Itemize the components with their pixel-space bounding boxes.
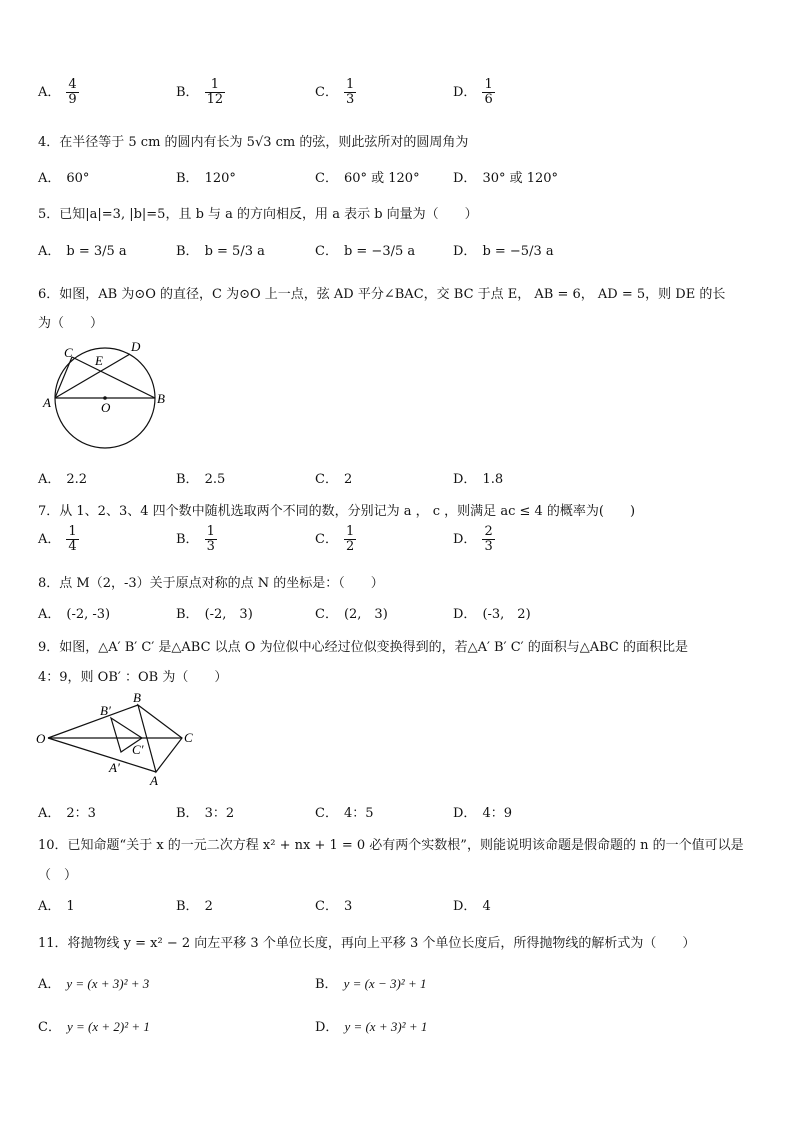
q5-option-a: A． b = 3/5 a (38, 244, 127, 259)
q11-option-a: A． y = (x + 3)² + 3 (38, 976, 150, 992)
fraction: $\frac{1}{3}$ (206, 524, 215, 554)
q8-option-b: B． (-2, 3) (176, 607, 253, 622)
q6-stem-line2: 为（ ） (38, 316, 104, 331)
q11-option-c: C． y = (x + 2)² + 1 (38, 1019, 150, 1035)
q4-stem: 4．在半径等于 5 cm 的圆内有长为 5√3 cm 的弦，则此弦所对的圆周角为 (38, 135, 469, 150)
q7-option-c: C． $\frac{1}{2}$ (315, 524, 355, 554)
label-o: O (36, 731, 46, 746)
fraction: $\frac{1}{3}$ (345, 77, 355, 107)
chord-ad (55, 354, 130, 398)
q9-option-b: B． 3：2 (176, 806, 235, 821)
q10-stem-line1: 10．已知命题“关于 x 的一元二次方程 x² + nx + 1 = 0 必有两个实数根”，则能说明该命题是假命题的 n 的一个值可以是 (38, 838, 744, 853)
q4-option-d: D． 30° 或 120° (453, 171, 559, 186)
q9-stem-line1: 9．如图，△A′ B′ C′ 是△ABC 以点 O 为位似中心经过位似变换得到的，若△A′ B′ C′ 的面积与△ABC 的面积比是 (38, 640, 688, 655)
q4-option-b: B． 120° (176, 171, 236, 186)
label-a: A (150, 773, 158, 788)
label-e: E (95, 353, 103, 368)
label-b: B (157, 391, 165, 406)
q11-option-b: B． y = (x − 3)² + 1 (315, 976, 427, 992)
q5-option-b: B． b = 5/3 a (176, 244, 265, 259)
q9-option-a: A． 2：3 (38, 806, 96, 821)
q6-circle-figure (38, 335, 178, 455)
fraction: $\frac{1}{4}$ (68, 524, 77, 554)
label-b: B (133, 690, 141, 705)
q6-stem-line1: 6．如图，AB 为⊙O 的直径，C 为⊙O 上一点，弦 AD 平分∠BAC，交 BC 于点 E， AB = 6， AD = 5，则 DE 的长 (38, 287, 726, 302)
q6-option-c: C． 2 (315, 472, 353, 487)
q10-option-d: D． 4 (453, 899, 491, 914)
ray-ob (48, 705, 138, 738)
chord-ac (55, 357, 72, 398)
q10-option-b: B． 2 (176, 899, 213, 914)
q9-homothety-figure (34, 690, 204, 790)
label-a-prime: A′ (109, 760, 120, 775)
q7-option-a: A． $\frac{1}{4}$ (38, 524, 77, 554)
label-c: C (64, 345, 73, 360)
q6-option-a: A． 2.2 (38, 472, 88, 487)
q11-option-d: D． y = (x + 3)² + 1 (315, 1019, 428, 1035)
q7-stem: 7．从 1、2、3、4 四个数中随机选取两个不同的数，分别记为 a ， c ，则满足 ac ≤ 4 的概率为( ) (38, 504, 636, 519)
q3-option-a: A． $\frac{4}{9}$ (38, 77, 77, 107)
label-b-prime: B′ (100, 703, 111, 718)
fraction: $\frac{4}{9}$ (68, 77, 77, 107)
label-c-prime: C′ (132, 742, 144, 757)
q8-option-a: A． (-2, -3) (38, 607, 111, 622)
q11-stem: 11．将抛物线 y = x² − 2 向左平移 3 个单位长度，再向上平移 3 个单位长度后，所得抛物线的解析式为（ ） (38, 936, 696, 951)
fraction: $\frac{1}{12}$ (206, 77, 224, 107)
q9-stem-line2: 4：9，则 OB′ ：OB 为（ ） (38, 670, 228, 685)
q3-option-b: B． $\frac{1}{12}$ (176, 77, 224, 107)
label-d: D (131, 339, 141, 354)
q5-stem: 5．已知|a|=3, |b|=5，且 b 与 a 的方向相反，用 a 表示 b 向量为（ ） (38, 207, 478, 222)
q10-option-a: A． 1 (38, 899, 75, 914)
q6-option-d: D． 1.8 (453, 472, 504, 487)
q4-option-a: A． 60° (38, 171, 90, 186)
q7-option-b: B． $\frac{1}{3}$ (176, 524, 215, 554)
q10-option-c: C． 3 (315, 899, 353, 914)
label-o: O (101, 400, 111, 415)
q4-option-c: C． 60° 或 120° (315, 171, 420, 186)
fraction: $\frac{1}{6}$ (484, 77, 493, 107)
fraction: $\frac{2}{3}$ (484, 524, 493, 554)
q9-option-c: C． 4：5 (315, 806, 374, 821)
q3-option-c: C． $\frac{1}{3}$ (315, 77, 355, 107)
label-a: A (43, 395, 51, 410)
q5-option-c: C． b = −3/5 a (315, 244, 416, 259)
q3-option-d: D． $\frac{1}{6}$ (453, 77, 493, 107)
q5-option-d: D． b = −5/3 a (453, 244, 554, 259)
q8-option-d: D． (-3, 2) (453, 607, 531, 622)
label-c: C (184, 730, 193, 745)
fraction: $\frac{1}{2}$ (345, 524, 355, 554)
q8-option-c: C． (2, 3) (315, 607, 388, 622)
q7-option-d: D． $\frac{2}{3}$ (453, 524, 493, 554)
q8-stem: 8．点 M（2，-3）关于原点对称的点 N 的坐标是：（ ） (38, 576, 384, 591)
q10-stem-line2: （ ） (38, 868, 78, 883)
q9-option-d: D． 4：9 (453, 806, 512, 821)
q6-option-b: B． 2.5 (176, 472, 226, 487)
